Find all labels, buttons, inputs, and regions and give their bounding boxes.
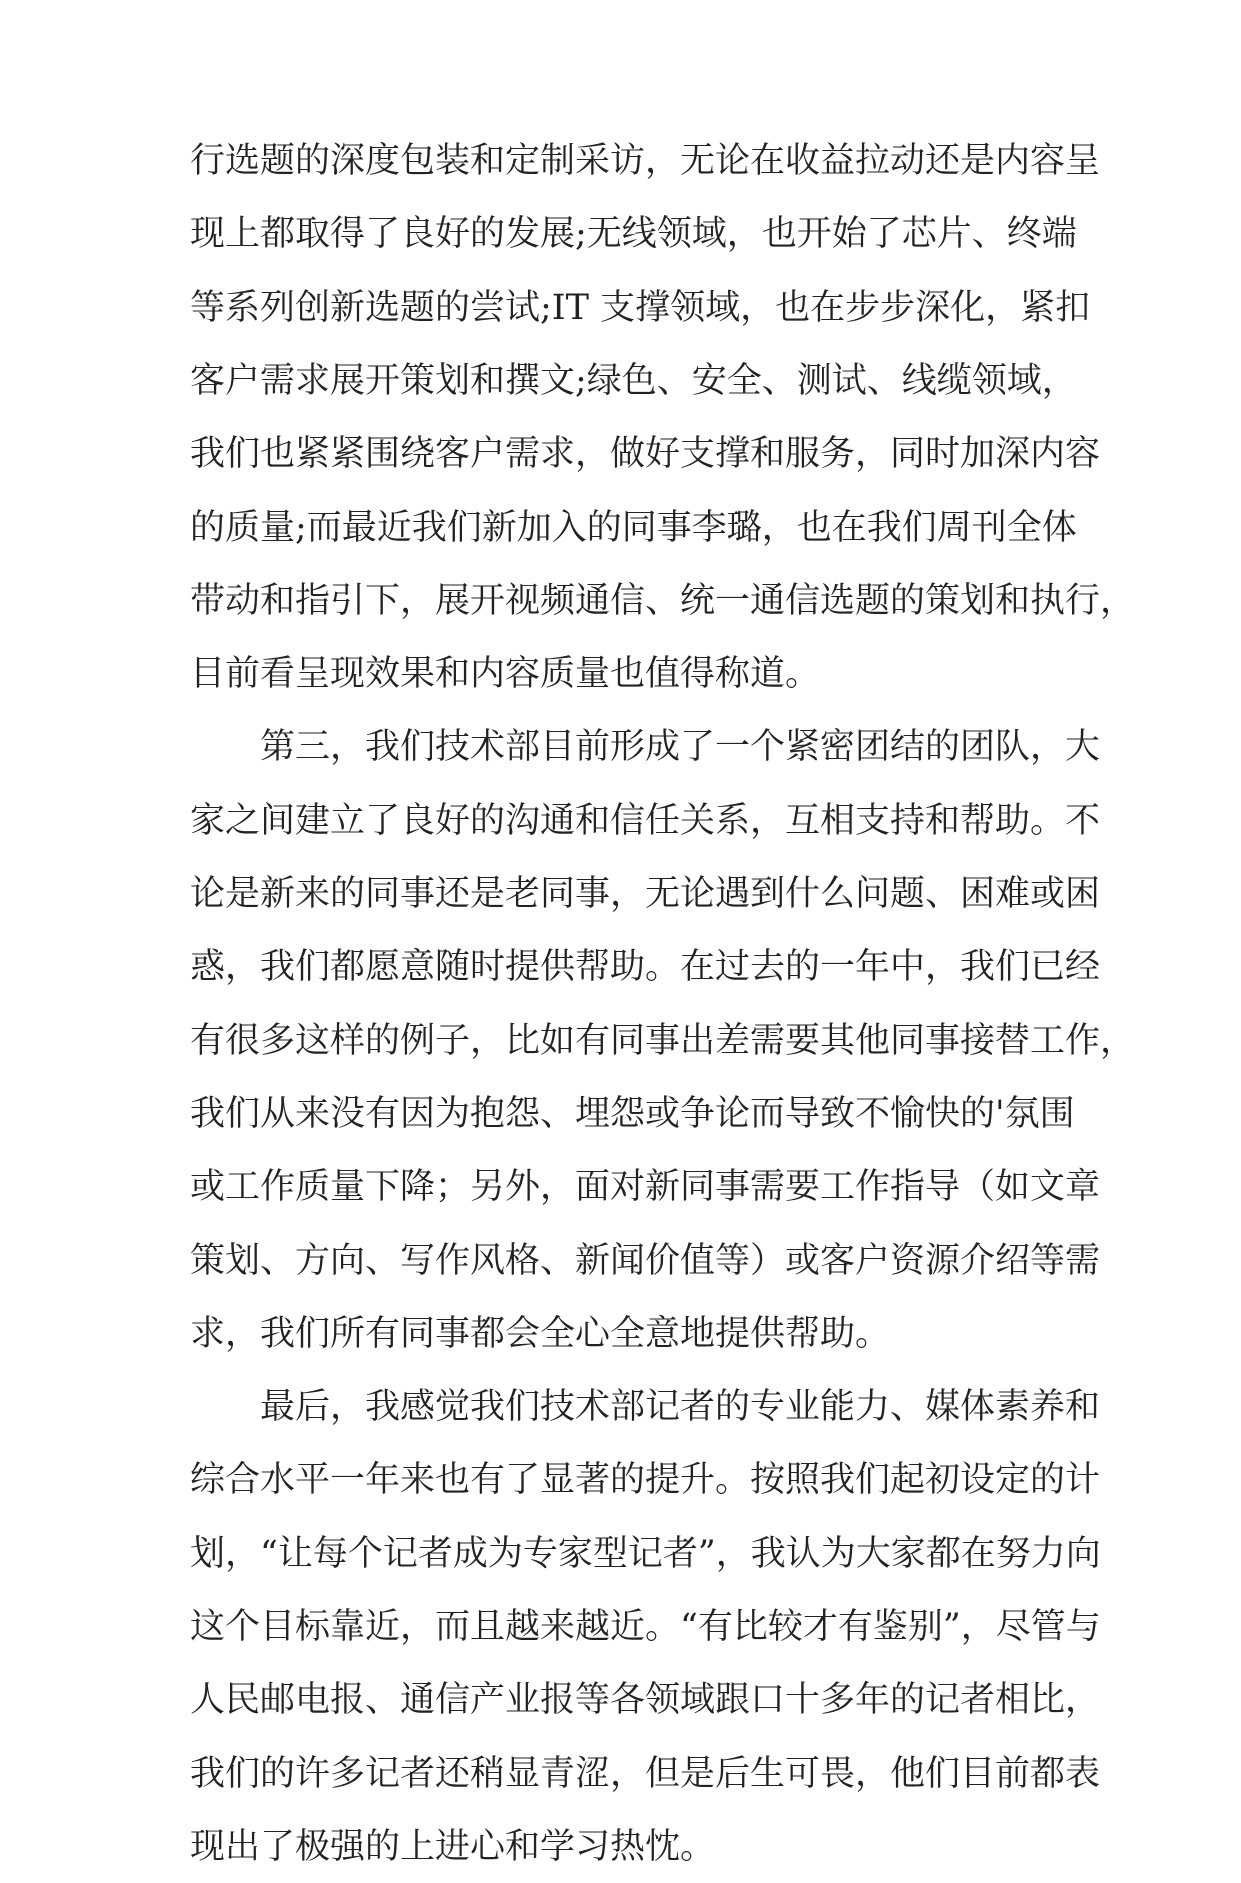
text-line: 人民邮电报、通信产业报等各领域跟口十多年的记者相比， <box>190 1680 1101 1721</box>
text-line: 划，“让每个记者成为专家型记者”，我认为大家都在努力向 <box>190 1533 1101 1574</box>
text-line: 最后，我感觉我们技术部记者的专业能力、媒体素养和 <box>190 1387 1101 1428</box>
text-line: 第三，我们技术部目前形成了一个紧密团结的团队，大 <box>190 727 1101 768</box>
text-line: 现出了极强的上进心和学习热忱。 <box>190 1826 716 1867</box>
text-line: 现上都取得了良好的发展;无线领域，也开始了芯片、终端 <box>190 214 1077 255</box>
text-line: 目前看呈现效果和内容质量也值得称道。 <box>190 654 821 695</box>
text-line: 带动和指引下，展开视频通信、统一通信选题的策划和执行， <box>190 580 1136 621</box>
text-line: 等系列创新选题的尝试;IT 支撑领域，也在步步深化，紧扣 <box>190 287 1091 328</box>
text-line: 这个目标靠近，而且越来越近。“有比较才有鉴别”，尽管与 <box>190 1607 1101 1647</box>
text-line: 的质量;而最近我们新加入的同事李璐，也在我们周刊全体 <box>190 507 1077 548</box>
text-line: 求，我们所有同事都会全心全意地提供帮助。 <box>190 1313 891 1354</box>
text-line: 我们也紧紧围绕客户需求，做好支撑和服务，同时加深内容 <box>190 434 1101 475</box>
text-line: 策划、方向、写作风格、新闻价值等）或客户资源介绍等需 <box>190 1240 1101 1281</box>
text-line: 行选题的深度包装和定制采访，无论在收益拉动还是内容呈 <box>190 141 1101 181</box>
text-line: 综合水平一年来也有了显著的提升。按照我们起初设定的计 <box>190 1460 1101 1501</box>
text-line: 有很多这样的例子，比如有同事出差需要其他同事接替工作， <box>190 1020 1136 1061</box>
text-line: 客户需求展开策划和撰文;绿色、安全、测试、线缆领域， <box>190 360 1077 401</box>
text-line: 或工作质量下降；另外，面对新同事需要工作指导（如文章 <box>190 1167 1101 1208</box>
text-line: 惑，我们都愿意随时提供帮助。在过去的一年中，我们已经 <box>190 947 1101 988</box>
text-line: 我们从来没有因为抱怨、埋怨或争论而导致不愉快的'氛围 <box>190 1093 1075 1134</box>
text-line: 论是新来的同事还是老同事，无论遇到什么问题、困难或困 <box>190 874 1101 914</box>
text-line: 家之间建立了良好的沟通和信任关系，互相支持和帮助。不 <box>190 800 1101 841</box>
text-line: 我们的许多记者还稍显青涩，但是后生可畏，他们目前都表 <box>190 1753 1101 1794</box>
